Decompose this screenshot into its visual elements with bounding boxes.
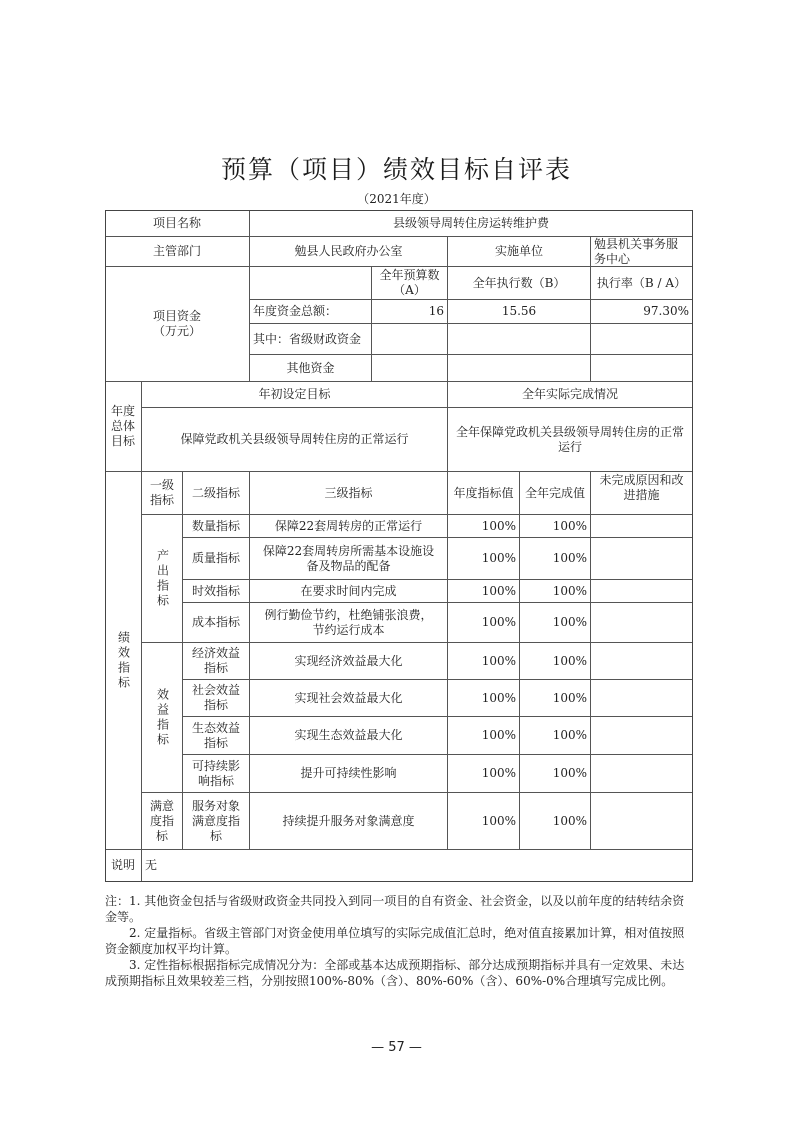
funds-label — [105, 267, 250, 382]
indicator-target: 100% — [448, 538, 520, 580]
funds-label-line2: （万元） — [152, 324, 201, 338]
dept-value: 勉县人民政府办公室 — [250, 237, 448, 267]
funds-row-total-exec: 15.56 — [448, 300, 591, 324]
indicator-l3: 实现社会效益最大化 — [250, 680, 448, 717]
indicator-reason — [591, 538, 693, 580]
overall-set-value: 保障党政机关县级领导周转住房的正常运行 — [142, 408, 448, 472]
funds-row-total-rate: 97.30% — [591, 300, 693, 324]
footnote-2: 2. 定量指标。省级主管部门对资金使用单位填写的实际完成值汇总时，绝对值直接累加计算，相对值按照资金额度加权平均计算。 — [105, 926, 685, 956]
funds-row-provincial-exec — [448, 324, 591, 355]
overall-actual-header: 全年实际完成情况 — [448, 382, 693, 408]
indicator-target: 100% — [448, 717, 520, 755]
funds-row-provincial-rate — [591, 324, 693, 355]
indicator-actual: 100% — [520, 717, 591, 755]
indicator-l2: 生态效益指标 — [183, 717, 250, 755]
overall-actual-value: 全年保障党政机关县级领导周转住房的正常运行 — [448, 408, 693, 472]
indicator-target: 100% — [448, 515, 520, 538]
indicator-l3: 提升可持续性影响 — [250, 755, 448, 793]
funds-row-total-label: 年度资金总额： — [250, 300, 372, 324]
header-level1: 一级指标 — [142, 472, 183, 515]
indicator-l2: 可持续影响指标 — [183, 755, 250, 793]
overall-label: 年度总体目标 — [105, 382, 142, 472]
header-target: 年度指标值 — [448, 472, 520, 515]
indicator-target: 100% — [448, 643, 520, 680]
indicators-group-text: 绩效指标 — [116, 630, 131, 691]
indicator-actual: 100% — [520, 515, 591, 538]
project-name-label: 项目名称 — [105, 210, 250, 237]
dept-label: 主管部门 — [105, 237, 250, 267]
indicator-actual: 100% — [520, 755, 591, 793]
indicator-target: 100% — [448, 680, 520, 717]
indicator-actual: 100% — [520, 680, 591, 717]
indicator-reason — [591, 755, 693, 793]
level1-benefit — [142, 643, 183, 793]
page-subtitle: （2021年度） — [357, 192, 436, 206]
funds-row-total-budget: 16 — [372, 300, 448, 324]
funds-row-other-budget — [372, 355, 448, 382]
indicator-target: 100% — [448, 603, 520, 643]
indicator-target: 100% — [448, 755, 520, 793]
indicator-actual: 100% — [520, 643, 591, 680]
indicators-group-label — [105, 472, 142, 850]
footnotes — [105, 893, 695, 989]
indicator-actual: 100% — [520, 538, 591, 580]
indicator-reason — [591, 793, 693, 850]
indicator-actual: 100% — [520, 580, 591, 603]
indicator-l3: 例行勤俭节约，杜绝铺张浪费，节约运行成本 — [250, 603, 448, 643]
indicator-l3: 保障22套周转房所需基本设施设备及物品的配备 — [250, 538, 448, 580]
indicator-l2: 经济效益指标 — [183, 643, 250, 680]
indicator-actual: 100% — [520, 603, 591, 643]
funds-row-provincial-budget — [372, 324, 448, 355]
indicator-l2: 社会效益指标 — [183, 680, 250, 717]
indicator-target: 100% — [448, 793, 520, 850]
indicator-actual: 100% — [520, 793, 591, 850]
indicator-l3: 实现经济效益最大化 — [250, 643, 448, 680]
indicator-l2: 成本指标 — [183, 603, 250, 643]
funds-col-rate: 执行率（B / A） — [591, 267, 693, 300]
page-number: — 57 — — [371, 1040, 422, 1055]
footnote-3: 3. 定性指标根据指标完成情况分为：全部或基本达成预期指标、部分达成预期指标并具有一定效果、未达成预期指标且效果较差三档，分别按照100%-80%（含）、80%-60%（含）、60%-0%合理填写完成比例。 — [105, 958, 685, 988]
indicator-l3: 持续提升服务对象满意度 — [250, 793, 448, 850]
header-actual: 全年完成值 — [520, 472, 591, 515]
funds-header-blank — [250, 267, 372, 300]
indicator-target: 100% — [448, 580, 520, 603]
header-level3: 三级指标 — [250, 472, 448, 515]
page-title: 预算（项目）绩效目标自评表 — [220, 155, 572, 184]
indicator-l2: 时效指标 — [183, 580, 250, 603]
level1-output-text: 产出指标 — [155, 548, 170, 609]
remark-value: 无 — [142, 850, 693, 882]
header-level2: 二级指标 — [183, 472, 250, 515]
indicator-reason — [591, 717, 693, 755]
indicator-reason — [591, 643, 693, 680]
overall-set-header: 年初设定目标 — [142, 382, 448, 408]
indicator-reason — [591, 580, 693, 603]
level1-output — [142, 515, 183, 643]
indicator-l3: 实现生态效益最大化 — [250, 717, 448, 755]
indicator-l2: 质量指标 — [183, 538, 250, 580]
indicator-reason — [591, 680, 693, 717]
indicator-reason — [591, 603, 693, 643]
impl-label: 实施单位 — [448, 237, 591, 267]
funds-col-exec: 全年执行数（B） — [448, 267, 591, 300]
level1-satisfaction: 满意度指标 — [142, 793, 183, 850]
indicator-l3: 在要求时间内完成 — [250, 580, 448, 603]
header-reason: 未完成原因和改进措施 — [591, 472, 693, 515]
funds-col-budget: 全年预算数（A） — [372, 267, 448, 300]
footnote-1: 注：1. 其他资金包括与省级财政资金共同投入到同一项目的自有资金、社会资金，以及以前年度的结转结余资金等。 — [105, 894, 685, 924]
evaluation-table — [105, 210, 693, 870]
funds-label-line1: 项目资金 — [152, 309, 201, 323]
project-name-value: 县级领导周转住房运转维护费 — [250, 210, 693, 237]
remark-label: 说明 — [105, 850, 142, 882]
funds-row-provincial-label: 其中：省级财政资金 — [250, 324, 372, 355]
impl-value: 勉县机关事务服务中心 — [591, 237, 693, 267]
funds-row-other-label: 其他资金 — [250, 355, 372, 382]
funds-row-other-rate — [591, 355, 693, 382]
indicator-reason — [591, 515, 693, 538]
indicator-l2: 服务对象满意度指标 — [183, 793, 250, 850]
level1-benefit-text: 效益指标 — [155, 687, 170, 748]
funds-row-other-exec — [448, 355, 591, 382]
indicator-l3: 保障22套周转房的正常运行 — [250, 515, 448, 538]
indicator-l2: 数量指标 — [183, 515, 250, 538]
